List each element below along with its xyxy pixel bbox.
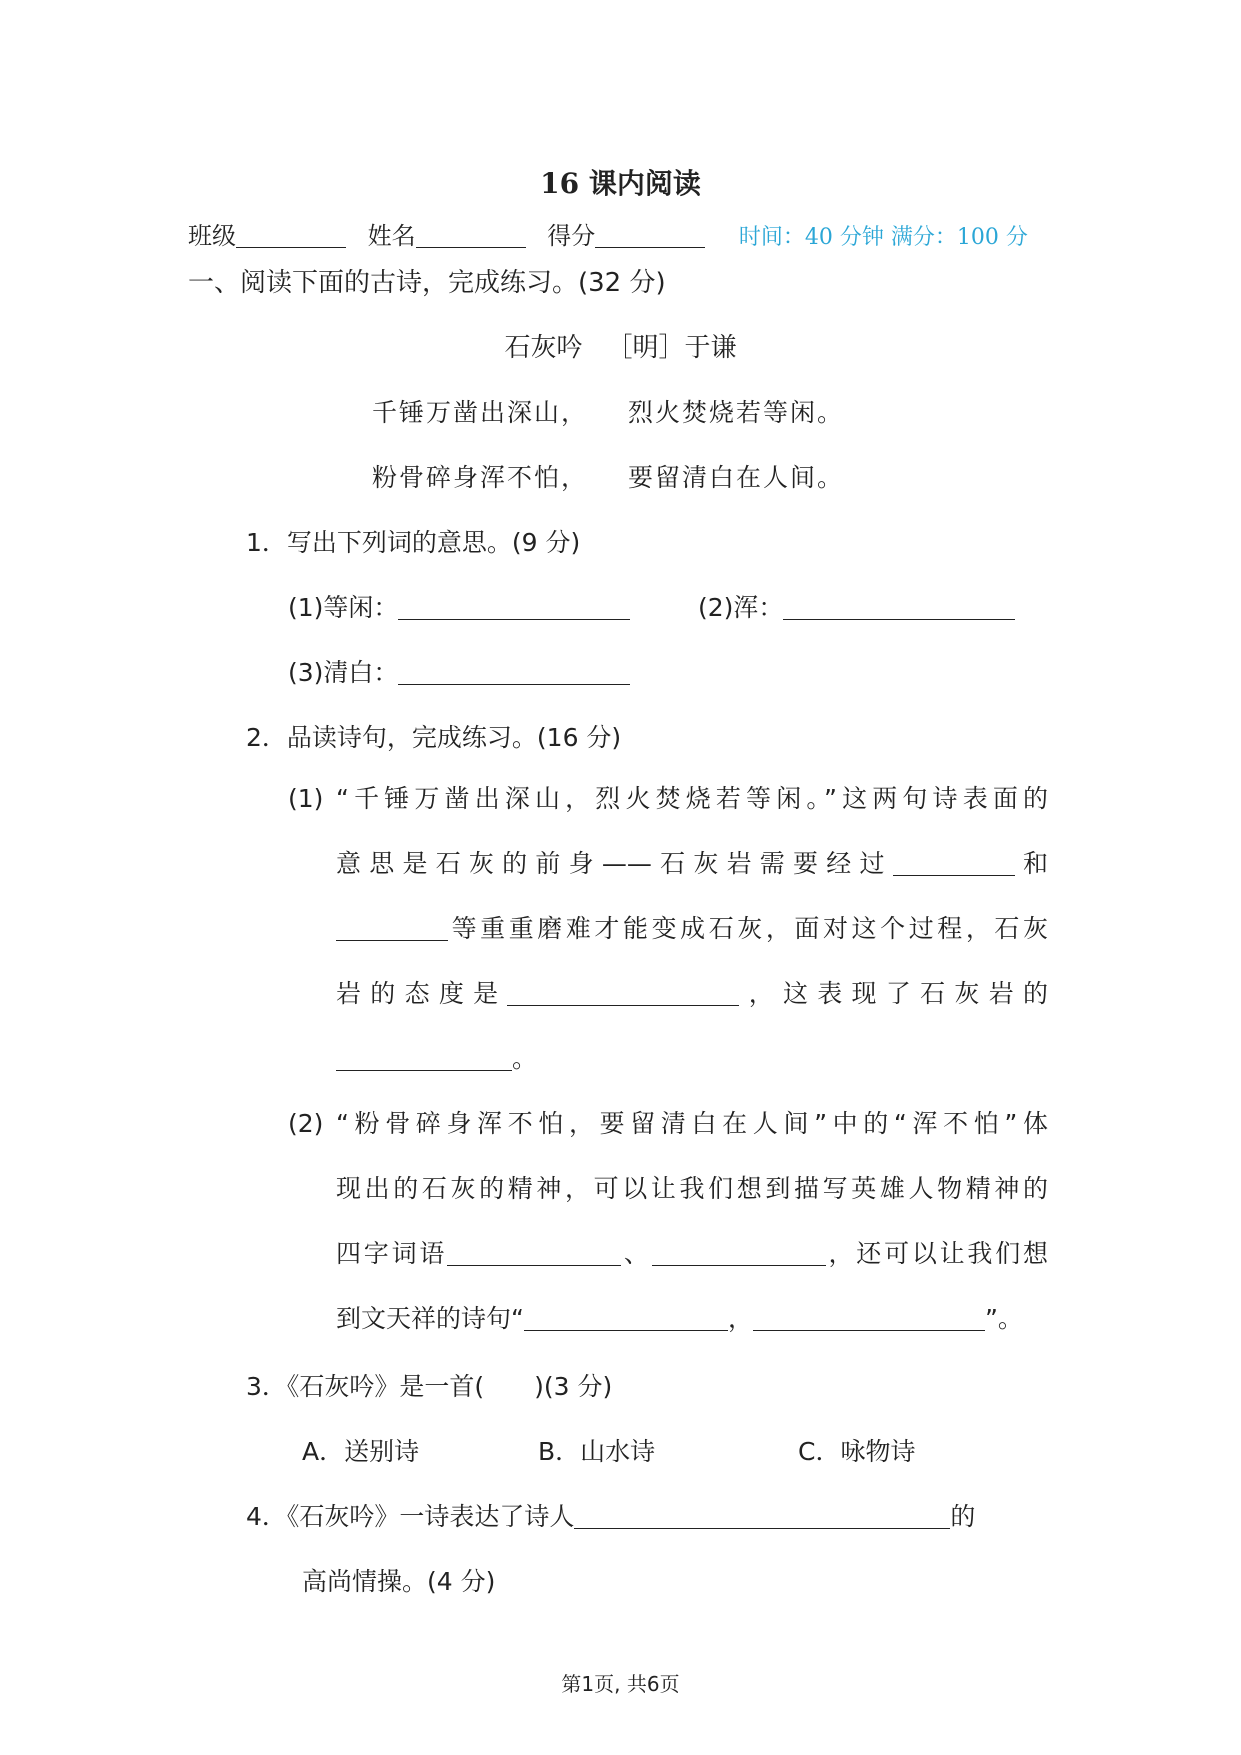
question-1-item-1 [288, 588, 630, 624]
question-1-stem: 1．写出下列词的意思。(9 分) [246, 528, 581, 557]
answer-blank[interactable] [893, 849, 1015, 876]
poem-line-2b: 要留清白在人间。 [628, 463, 845, 492]
poem-line-2 [372, 458, 844, 494]
part-1-line-4 [336, 961, 1048, 1026]
poem-line-2a: 粉骨碎身浑不怕， [372, 463, 589, 492]
score-blank [595, 223, 705, 248]
page-title: 16 课内阅读 [540, 167, 701, 200]
question-2-part-2 [288, 1091, 1048, 1351]
answer-blank[interactable] [652, 1239, 826, 1266]
answer-blank[interactable] [336, 914, 448, 941]
text-span: ，这表现了石灰岩的 [739, 979, 1048, 1008]
poem-line-1a: 千锤万凿出深山， [372, 398, 589, 427]
option-b[interactable]: B．山水诗 [538, 1437, 656, 1466]
part-1-line-5 [336, 1026, 1048, 1091]
answer-blank[interactable] [398, 658, 630, 685]
question-4-stem [246, 1497, 975, 1533]
text-span: ， [727, 1304, 753, 1333]
part-2-line-4 [336, 1286, 1048, 1351]
name-blank [416, 223, 526, 248]
answer-blank[interactable] [447, 1239, 621, 1266]
text-span: 等重重磨难才能变成石灰，面对这个过程，石灰 [448, 914, 1048, 943]
part-2-number: (2) [288, 1109, 324, 1138]
score-label: 得分 [547, 222, 596, 250]
option-a[interactable]: A．送别诗 [302, 1437, 420, 1466]
text-span: 到文天祥的诗句“ [336, 1304, 524, 1333]
question-1-item-2 [698, 588, 1015, 624]
item-1-label: (1)等闲： [288, 593, 399, 622]
answer-blank[interactable] [336, 1044, 512, 1071]
poem-title: 石灰吟 [504, 333, 583, 363]
part-1-line-3 [336, 896, 1048, 961]
question-3-stem: 3．《石灰吟》是一首( )(3 分) [246, 1372, 613, 1401]
answer-blank[interactable] [783, 593, 1015, 620]
text-span: 、 [621, 1239, 652, 1268]
item-3-label: (3)清白： [288, 658, 399, 687]
name-label: 姓名 [367, 222, 416, 250]
student-info-header [188, 216, 1028, 251]
poem-heading [0, 327, 1241, 364]
text-span: 。 [512, 1044, 538, 1073]
timing-info: 时间：40 分钟 满分：100 分 [738, 225, 1028, 250]
question-2-stem: 2．品读诗句，完成练习。(16 分) [246, 723, 622, 752]
part-2-line-1: “粉骨碎身浑不怕，要留清白在人间”中的“浑不怕”体 [336, 1109, 1048, 1138]
question-3-options [302, 1432, 915, 1468]
text-span: 的 [950, 1502, 976, 1531]
part-2-line-2: 现出的石灰的精神，可以让我们想到描写英雄人物精神的 [336, 1174, 1048, 1203]
answer-blank[interactable] [753, 1304, 985, 1331]
part-1-line-2 [336, 831, 1048, 896]
question-1-item-3 [288, 653, 630, 689]
class-label: 班级 [188, 222, 236, 250]
answer-blank[interactable] [524, 1304, 728, 1331]
question-4-line-2: 高尚情操。(4 分) [302, 1567, 496, 1596]
answer-blank[interactable] [507, 979, 739, 1006]
class-blank [236, 223, 346, 248]
part-2-line-3 [336, 1221, 1048, 1286]
poem-line-1 [372, 393, 844, 429]
question-2-part-1 [288, 766, 1048, 1091]
answer-blank[interactable] [398, 593, 630, 620]
section-heading: 一、阅读下面的古诗，完成练习。(32 分) [188, 268, 666, 298]
text-span: 四字词语 [336, 1239, 448, 1268]
item-2-label: (2)浑： [698, 593, 784, 622]
poem-author: ［明］于谦 [606, 333, 737, 363]
poem-line-1b: 烈火焚烧若等闲。 [628, 398, 845, 427]
option-c[interactable]: C．咏物诗 [798, 1437, 916, 1466]
text-span: 意思是石灰的前身——石灰岩需要经过 [336, 849, 893, 878]
part-1-number: (1) [288, 784, 324, 813]
text-span: ，还可以让我们想 [825, 1239, 1048, 1268]
part-1-line-1: “千锤万凿出深山，烈火焚烧若等闲。”这两句诗表面的 [336, 784, 1048, 813]
text-span: ”。 [984, 1304, 1023, 1333]
text-span: 岩的态度是 [336, 979, 508, 1008]
page-number: 第1页, 共6页 [561, 1672, 680, 1696]
answer-blank[interactable] [574, 1502, 950, 1529]
text-span: 4．《石灰吟》一诗表达了诗人 [246, 1502, 575, 1531]
text-span: 和 [1014, 849, 1048, 878]
